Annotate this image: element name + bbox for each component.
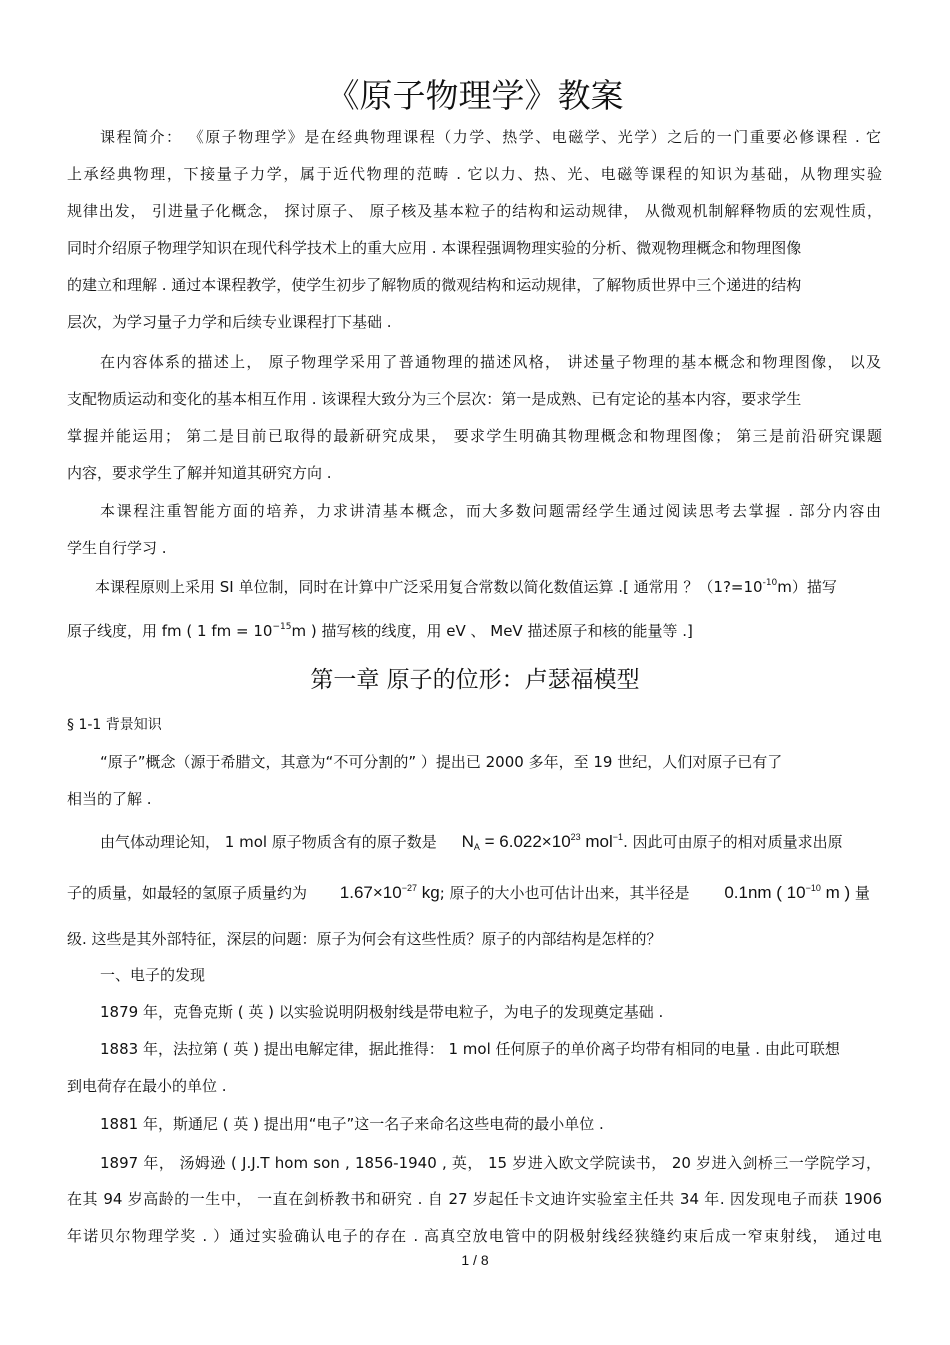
page-number: 1 / 8 — [461, 1252, 489, 1268]
atom-mass-line — [67, 882, 870, 904]
radius-exponent: −10 — [805, 883, 821, 893]
avogadro-line — [100, 831, 843, 853]
intro-p2-line-4: 内容，要求学生了解并知道其研究方向 . — [67, 464, 332, 482]
units-text-a1: 本课程原则上采用 SI 单位制，同时在计算中广泛采用复合常数以简化数值运算 .[ 通常用 ？（1?=10 — [95, 578, 763, 596]
mol-exponent: −1 — [612, 832, 624, 842]
radius-value: 0.1nm ( 10 — [724, 883, 806, 902]
avogadro-formula — [462, 832, 623, 851]
atom-radius — [724, 883, 850, 902]
history-1883-line-2: 到电荷存在最小的单位 . — [67, 1077, 227, 1095]
document-title: 《原子物理学》教案 — [326, 76, 624, 115]
units-text-b1: 原子线度，用 fm ( 1 fm = 10 — [67, 622, 273, 640]
intro-p1-line-4: 同时介绍原子物理学知识在现代科学技术上的重大应用 . 本课程强调物理实验的分析、微观物理概念和物理图像 — [67, 239, 802, 257]
history-1881: 1881 年，斯通尼 ( 英 ) 提出用“电子”这一名子来命名这些电荷的最小单位 . — [100, 1115, 604, 1133]
intro-p3-line-1: 本课程注重智能方面的培养，力求讲清基本概念，而大多数问题需经学生通过阅读思考去掌握 . 部分内容由 — [100, 502, 881, 520]
hydrogen-mass — [340, 883, 440, 902]
mol-unit: mol — [580, 832, 613, 851]
atom-mass-text: 子的质量，如最轻的氢原子质量约为 — [67, 884, 308, 902]
intro-p4-line-1 — [95, 576, 837, 598]
avogadro-text: 由气体动理论知， 1 mol 原子物质含有的原子数是 — [100, 833, 437, 851]
history-1879: 1879 年，克鲁克斯 ( 英 ) 以实验说明阴极射线是带电粒子，为电子的发现奠定基础 . — [100, 1003, 664, 1021]
avogadro-exponent: 23 — [570, 832, 581, 842]
background-line-2: 相当的了解 . — [67, 790, 152, 808]
mass-exponent: −27 — [401, 883, 418, 893]
section-heading: § 1-1 背景知识 — [67, 717, 162, 733]
kg-unit: kg — [417, 883, 440, 902]
subheading-electron: 一、电子的发现 — [100, 966, 206, 984]
history-1897-line-1: 1897 年， 汤姆逊 ( J.J.T hom son , 1856-1940 , 英， 15 岁进入欧文学院读书， 20 岁进入剑桥三一学院学习， — [100, 1154, 881, 1172]
history-1897-line-2: 在其 94 岁高龄的一生中， 一直在剑桥教书和研究 . 自 27 岁起任卡文迪许实验室主任共 34 年. 因发现电子而获 1906 — [67, 1190, 882, 1208]
intro-p1-line-1: 课程简介： 《原子物理学》是在经典物理课程（力学、热学、电磁学、光学）之后的一门重要必修课程 . 它 — [100, 128, 881, 146]
history-1897-line-3: 年诺贝尔物理学奖 . ）通过实验确认电子的存在 . 高真空放电管中的阴极射线经狭缝约束后成一窄束射线， 通过电 — [67, 1227, 882, 1245]
intro-p2-line-3: 掌握并能运用； 第二是目前已取得的最新研究成果， 要求学生明确其物理概念和物理图像； 第三是前沿研究课题 — [67, 427, 882, 445]
intro-p1-line-6: 层次，为学习量子力学和后续专业课程打下基础 . — [67, 313, 392, 331]
intro-p2-line-1: 在内容体系的描述上， 原子物理学采用了普通物理的描述风格， 讲述量子物理的基本概念和物理图像， 以及 — [100, 353, 881, 371]
intro-p1-line-2: 上承经典物理，下接量子力学，属于近代物理的范畴 . 它以力、热、光、电磁等课程的知识为基础，从物理实验 — [67, 165, 882, 183]
atom-radius-text: ; 原子的大小也可估计出来，其半径是 — [439, 884, 690, 902]
mass-value: 1.67×10 — [339, 883, 402, 902]
magnitude-text: 量 — [850, 884, 870, 902]
radius-unit: m ) — [820, 883, 851, 902]
structure-question-line: 级. 这些是其外部特征，深层的问题：原子为何会有这些性质？原子的内部结构是怎样的？ — [67, 930, 662, 948]
intro-p2-line-2: 支配物质运动和变化的基本相互作用 . 该课程大致分为三个层次：第一是成熟、已有定论的基本内容，要求学生 — [67, 390, 802, 408]
intro-p3-line-2: 学生自行学习 . — [67, 539, 167, 557]
avogadro-symbol: N — [461, 832, 474, 851]
background-line-1: “原子”概念（源于希腊文，其意为“不可分割的” ）提出已 2000 多年，至 19 世纪，人们对原子已有了 — [100, 753, 783, 771]
intro-p1-line-3: 规律出发， 引进量子化概念， 探讨原子、 原子核及基本粒子的结构和运动规律， 从微观机制解释物质的宏观性质， — [67, 202, 882, 220]
angstrom-exponent: -10 — [762, 578, 778, 588]
avogadro-tail: . 因此可由原子的相对质量求出原 — [623, 833, 843, 851]
intro-p1-line-5: 的建立和理解 . 通过本课程教学，使学生初步了解物质的微观结构和运动规律，了解物质世界中三个递进的结构 — [67, 276, 802, 294]
history-1883-line-1: 1883 年，法拉第 ( 英 ) 提出电解定律，据此推得： 1 mol 任何原子的单价离子均带有相同的电量 . 由此可联想 — [100, 1040, 840, 1058]
avogadro-value: = 6.022×10 — [479, 832, 571, 851]
units-text-b2: m ) 描写核的线度，用 eV 、 MeV 描述原子和核的能量等 .] — [291, 622, 693, 640]
avogadro-subscript: A — [473, 842, 480, 852]
units-text-a2: m）描写 — [777, 578, 837, 596]
femtometer-exponent: −15 — [272, 622, 292, 632]
intro-p4-line-2 — [67, 620, 693, 642]
chapter-title: 第一章 原子的位形：卢瑟福模型 — [310, 667, 640, 693]
